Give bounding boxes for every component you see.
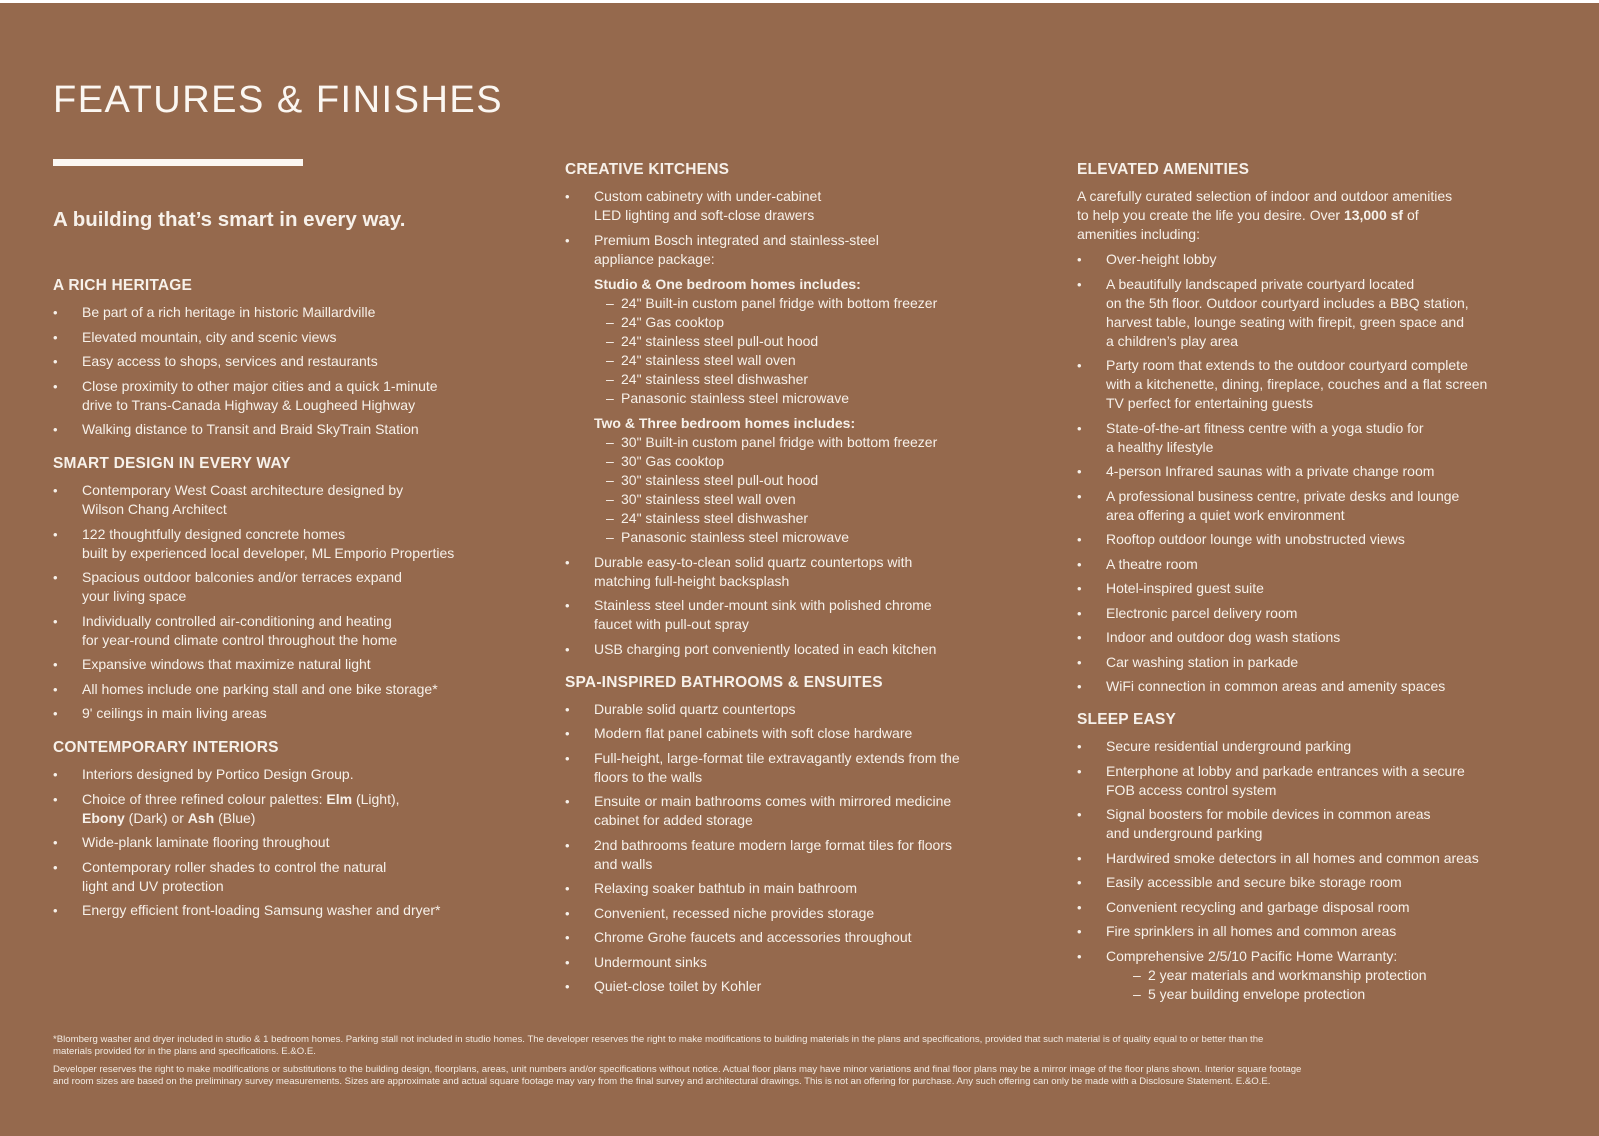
- column-left: [53, 160, 523, 935]
- list-item-text: for year-round climate control throughout the home: [82, 631, 398, 648]
- footnote-line: Developer reserves the right to make modifications or substitutions to the building design, floorplans, areas, unit numbers and/or specifications without notice. Actual floor plans may have minor variations and final floor plans may be a mirror image of the floor plans shown. Interior square footage: [53, 1064, 1302, 1075]
- list-item: [53, 481, 523, 519]
- list-item-text: • Signal boosters for mobile devices in common areas: [1106, 806, 1431, 822]
- list-item: [1077, 530, 1577, 549]
- list-item-text: • Easily accessible and secure bike storage room: [1106, 874, 1402, 890]
- bullet-list: [53, 765, 523, 828]
- list-item-text: • Wide-plank laminate flooring throughout: [82, 834, 330, 850]
- list-item: [1077, 873, 1577, 892]
- list-item: [53, 352, 523, 371]
- brochure-page: [0, 3, 1599, 1136]
- footnote-line: and room sizes are based on the preliminary survey measurements. Sizes are approximate and actual square footage may vary from the final survey and architectural drawings. This is not an offering for purchase. Any such offering can only be made with a Disclosure Statement. E.&O.E.: [53, 1076, 1271, 1087]
- list-item: [1077, 805, 1577, 843]
- list-item: [565, 836, 1040, 874]
- list-item: [565, 792, 1040, 830]
- list-item-text: • Close proximity to other major cities and a quick 1-minute: [82, 377, 438, 394]
- list-item-text: • Over-height lobby: [1106, 251, 1217, 267]
- list-item: [1077, 849, 1577, 868]
- footnote-1: [53, 1034, 1563, 1058]
- list-item-text: • Energy efficient front-loading Samsung washer and dryer*: [82, 902, 441, 918]
- list-item: [1077, 628, 1577, 647]
- list-item: [565, 904, 1040, 923]
- list-item-text: • 122 thoughtfully designed concrete homes: [82, 525, 346, 542]
- list-item: [1077, 922, 1577, 941]
- list-item-text: your living space: [82, 588, 187, 604]
- list-item-warranty: [1077, 947, 1577, 966]
- list-item-text: • Party room that extends to the outdoor courtyard complete: [1106, 357, 1468, 373]
- bullet-list: [1077, 947, 1577, 966]
- list-item-text: • Comprehensive 2/5/10 Pacific Home Warranty:: [1106, 947, 1398, 964]
- list-item-text: and walls: [594, 855, 653, 872]
- list-item: [53, 680, 523, 699]
- list-item: [53, 901, 523, 920]
- list-item: [565, 596, 1040, 634]
- sub-list-item: – 5 year building envelope protection: [1133, 985, 1577, 1004]
- section-heading: A RICH HERITAGE: [53, 277, 193, 294]
- list-item-text: harvest table, lounge seating with firepit, green space and: [1106, 313, 1465, 330]
- list-item-text: • Indoor and outdoor dog wash stations: [1106, 629, 1341, 645]
- list-item: [1077, 898, 1577, 917]
- list-item-text: • Hardwired smoke detectors in all homes and common areas: [1106, 849, 1479, 866]
- list-item-text: • Spacious outdoor balconies and/or terraces expand: [82, 569, 402, 585]
- sub-list-item: – 24" Built-in custom panel fridge with bottom freezer: [606, 294, 1040, 313]
- list-item: [53, 858, 523, 896]
- list-item: [1077, 356, 1577, 413]
- section-heading: ELEVATED AMENITIES: [1077, 161, 1250, 178]
- section-contemporary-interiors: [53, 738, 523, 920]
- list-item: [53, 303, 523, 322]
- palette-elm-note: (Light),: [352, 790, 400, 807]
- palette-ebony: Ebony: [82, 809, 125, 826]
- intro-text: to help you create the life you desire. Over: [1077, 207, 1344, 223]
- list-item-text: • A beautifully landscaped private courtyard located: [1106, 275, 1415, 292]
- list-item-text: • State-of-the-art fitness centre with a yoga studio for: [1106, 419, 1424, 436]
- list-item-text: a children’s play area: [1106, 332, 1239, 349]
- list-item-text: • Walking distance to Transit and Braid SkyTrain Station: [82, 421, 419, 437]
- list-item: [1077, 579, 1577, 598]
- list-item: [53, 833, 523, 852]
- palette-ebony-note: (Dark) or: [124, 809, 188, 826]
- list-item-text: FOB access control system: [1106, 781, 1277, 798]
- section-heading: CONTEMPORARY INTERIORS: [53, 739, 279, 756]
- list-item-text: • Premium Bosch integrated and stainless-steel: [594, 231, 879, 248]
- list-item: [53, 568, 523, 606]
- list-item-text: • Durable easy-to-clean solid quartz countertops with: [594, 553, 913, 570]
- list-item-text: • Contemporary roller shades to control the natural: [82, 858, 387, 875]
- list-item: [53, 704, 523, 723]
- list-item-text: • Modern flat panel cabinets with soft close hardware: [594, 725, 913, 741]
- column-middle: [565, 160, 1040, 1010]
- sub-list-item: – 30" Built-in custom panel fridge with bottom freezer: [606, 433, 1040, 452]
- list-item-text: • Secure residential underground parking: [1106, 738, 1352, 754]
- section-heading: SLEEP EASY: [1077, 711, 1177, 728]
- list-item-text: a healthy lifestyle: [1106, 438, 1214, 455]
- palette-ash-note: (Blue): [214, 809, 256, 826]
- list-item: [1077, 462, 1577, 481]
- list-item-colour-palettes: [53, 790, 523, 828]
- list-item-text: • Individually controlled air-conditioning and heating: [82, 612, 392, 629]
- section-heading: SMART DESIGN IN EVERY WAY: [53, 455, 291, 472]
- sub-list-item: – 24" Gas cooktop: [606, 313, 1040, 332]
- list-item: [565, 724, 1040, 743]
- list-item: [565, 749, 1040, 787]
- section-elevated-amenities: [1077, 160, 1577, 696]
- list-item-text: • Convenient, recessed niche provides storage: [594, 904, 875, 921]
- list-item: [565, 231, 1040, 269]
- bullet-list: [53, 481, 523, 723]
- list-item-text: • Rooftop outdoor lounge with unobstructed views: [1106, 531, 1405, 547]
- list-item: [565, 879, 1040, 898]
- list-item: [1077, 762, 1577, 800]
- bullet-list: [565, 553, 1040, 659]
- list-item: [53, 377, 523, 415]
- list-item-text: • Custom cabinetry with under-cabinet: [594, 188, 822, 204]
- list-item-text: [82, 809, 523, 828]
- list-item-text: • Ensuite or main bathrooms comes with mirrored medicine: [594, 793, 952, 809]
- list-item: [53, 655, 523, 674]
- list-item: [53, 420, 523, 439]
- list-item-text: • All homes include one parking stall and one bike storage*: [82, 680, 438, 697]
- list-item-text: appliance package:: [594, 250, 715, 267]
- list-item: [565, 928, 1040, 947]
- sub-list-item: – Panasonic stainless steel microwave: [606, 389, 1040, 408]
- bullet-list: [53, 833, 523, 920]
- sub-list-item: – 24" stainless steel dishwasher: [606, 509, 1040, 528]
- list-item: [53, 328, 523, 347]
- section-sleep-easy: [1077, 710, 1577, 1004]
- tagline: A building that’s smart in every way.: [53, 208, 406, 231]
- list-item: [565, 977, 1040, 996]
- list-item-text: • Hotel-inspired guest suite: [1106, 580, 1264, 596]
- list-item-text: cabinet for added storage: [594, 812, 753, 828]
- list-item-text: • 9' ceilings in main living areas: [82, 705, 267, 721]
- section-heading: SPA-INSPIRED BATHROOMS & ENSUITES: [565, 673, 883, 691]
- list-item-text: light and UV protection: [82, 877, 224, 894]
- intro-line: [1077, 206, 1577, 225]
- list-item-text: • Be part of a rich heritage in historic Maillardville: [82, 304, 376, 320]
- list-item-text: • Enterphone at lobby and parkade entrances with a secure: [1106, 762, 1465, 779]
- section-rich-heritage: [53, 276, 523, 439]
- list-item-text: • Expansive windows that maximize natural light: [82, 656, 371, 672]
- intro-line: A carefully curated selection of indoor and outdoor amenities: [1077, 188, 1453, 204]
- palette-elm: Elm: [326, 790, 353, 807]
- sub-list-item: – 30" Gas cooktop: [606, 452, 1040, 471]
- list-item-text: built by experienced local developer, ML Emporio Properties: [82, 544, 455, 561]
- list-item-text: • Chrome Grohe faucets and accessories throughout: [594, 929, 912, 945]
- list-item: [1077, 487, 1577, 525]
- list-item-text: • Interiors designed by Portico Design Group.: [82, 766, 354, 782]
- sub-list-item: – 30" stainless steel wall oven: [606, 490, 1040, 509]
- section-heading: CREATIVE KITCHENS: [565, 161, 730, 178]
- list-item-text: • Car washing station in parkade: [1106, 653, 1299, 670]
- list-item-text: • A theatre room: [1106, 555, 1198, 572]
- list-item-text: matching full-height backsplash: [594, 572, 790, 589]
- studio-one-bedroom-subheading: Studio & One bedroom homes includes:: [594, 275, 861, 292]
- list-item-text: floors to the walls: [594, 768, 703, 785]
- dash-list: [606, 294, 1040, 408]
- list-item-text: [82, 790, 523, 809]
- list-item: [1077, 653, 1577, 672]
- list-item: [565, 953, 1040, 972]
- intro-line: amenities including:: [1077, 226, 1200, 242]
- bullet-list: [565, 700, 1040, 997]
- sub-list-item: – 24" stainless steel dishwasher: [606, 370, 1040, 389]
- list-item-text: • 4-person Infrared saunas with a private change room: [1106, 463, 1435, 479]
- section-creative-kitchens: [565, 160, 1040, 659]
- list-item: [1077, 677, 1577, 696]
- bullet-list: [565, 187, 1040, 269]
- list-item-text: and underground parking: [1106, 825, 1263, 841]
- list-item-text: • USB charging port conveniently located in each kitchen: [594, 640, 937, 657]
- two-three-bedroom-subheading: Two & Three bedroom homes includes:: [594, 414, 856, 431]
- bullet-list: [1077, 737, 1577, 941]
- sub-list-item: – Panasonic stainless steel microwave: [606, 528, 1040, 547]
- sub-list-item: – 30" stainless steel pull-out hood: [606, 471, 1040, 490]
- list-item: [565, 553, 1040, 591]
- list-item: [1077, 250, 1577, 269]
- sub-list-item: – 24" stainless steel pull-out hood: [606, 332, 1040, 351]
- list-item-text: • Convenient recycling and garbage disposal room: [1106, 898, 1410, 915]
- list-item-text: with a kitchenette, dining, fireplace, couches and a flat screen: [1106, 376, 1488, 392]
- list-item-text: drive to Trans-Canada Highway & Lougheed Highway: [82, 396, 416, 413]
- list-item-text: • Relaxing soaker bathtub in main bathroom: [594, 880, 858, 896]
- dash-list: [606, 433, 1040, 547]
- amenity-area-figure: 13,000 sf: [1343, 207, 1404, 223]
- footnote-line: *Blomberg washer and dryer included in studio & 1 bedroom homes. Parking stall not included in studio homes. The developer reserves the right to make modifications to building materials in the plans and specifications, provided that such material is of quality equal to or better than the: [53, 1034, 1264, 1045]
- palette-ash: Ash: [187, 809, 215, 826]
- list-item: [1077, 737, 1577, 756]
- list-item: [53, 525, 523, 563]
- list-item-text: • Undermount sinks: [594, 953, 707, 970]
- list-item: [565, 187, 1040, 225]
- footnote-line: materials provided for in the plans and specifications. E.&O.E.: [53, 1046, 316, 1057]
- footnote-2: [53, 1064, 1563, 1088]
- list-item-text: area offering a quiet work environment: [1106, 506, 1345, 523]
- list-item-text: Wilson Chang Architect: [82, 501, 227, 517]
- column-right: [1077, 160, 1577, 1018]
- list-item-text: TV perfect for entertaining guests: [1106, 395, 1313, 411]
- list-item: [53, 612, 523, 650]
- list-item-text: • Stainless steel under-mount sink with polished chrome: [594, 597, 932, 613]
- section-smart-design: [53, 454, 523, 723]
- list-item-text: • Contemporary West Coast architecture designed by: [82, 482, 404, 498]
- section-spa-bathrooms: [565, 673, 1040, 997]
- list-item-text: faucet with pull-out spray: [594, 616, 749, 632]
- list-item-text: • A professional business centre, private desks and lounge: [1106, 487, 1460, 504]
- intro-text: of: [1403, 207, 1419, 223]
- palette-lead: Choice of three refined colour palettes:: [82, 790, 327, 807]
- list-item-text: • Elevated mountain, city and scenic views: [82, 328, 337, 345]
- list-item-text: • 2nd bathrooms feature modern large format tiles for floors: [594, 836, 952, 853]
- list-item: [1077, 604, 1577, 623]
- list-item-text: LED lighting and soft-close drawers: [594, 207, 815, 223]
- list-item: [53, 765, 523, 784]
- list-item-text: • Quiet-close toilet by Kohler: [594, 978, 762, 994]
- list-item-text: • Full-height, large-format tile extravagantly extends from the: [594, 749, 960, 766]
- list-item: [565, 700, 1040, 719]
- list-item: [565, 640, 1040, 659]
- list-item-text: • Electronic parcel delivery room: [1106, 604, 1298, 621]
- list-item-text: • Durable solid quartz countertops: [594, 700, 796, 717]
- list-item: [1077, 419, 1577, 457]
- list-item-text: • WiFi connection in common areas and amenity spaces: [1106, 678, 1446, 694]
- dash-list: [1133, 966, 1577, 1004]
- bullet-list: [1077, 250, 1577, 696]
- bullet-list: [53, 303, 523, 439]
- list-item: [1077, 555, 1577, 574]
- sub-list-item: – 2 year materials and workmanship protection: [1133, 966, 1577, 985]
- footnotes: [53, 1034, 1563, 1094]
- amenities-intro: [1077, 187, 1577, 244]
- sub-list-item: – 24" stainless steel wall oven: [606, 351, 1040, 370]
- list-item-text: • Fire sprinklers in all homes and common areas: [1106, 923, 1397, 939]
- list-item: [1077, 275, 1577, 351]
- list-item-text: on the 5th floor. Outdoor courtyard includes a BBQ station,: [1106, 294, 1469, 311]
- list-item-text: • Easy access to shops, services and restaurants: [82, 353, 378, 369]
- page-title: FEATURES & FINISHES: [53, 79, 504, 121]
